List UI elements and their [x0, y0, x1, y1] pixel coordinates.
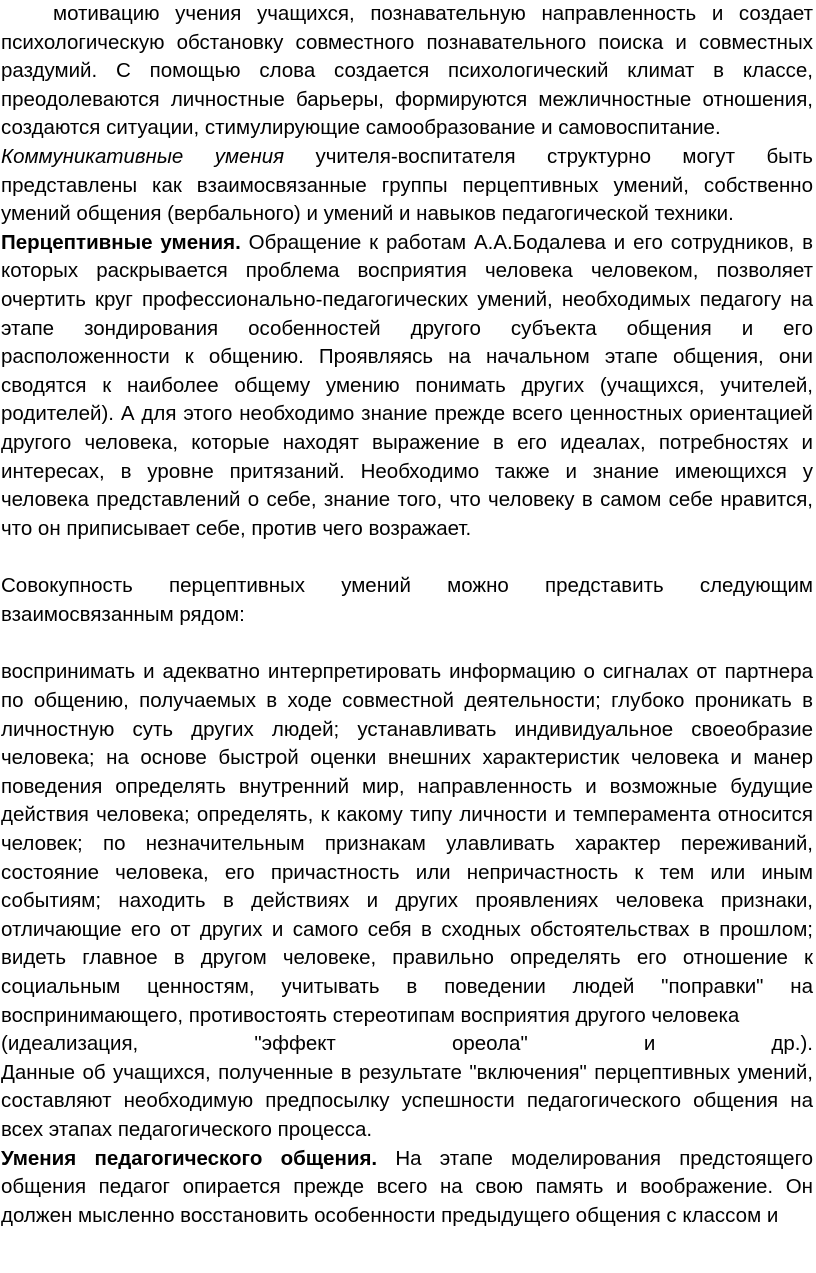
paragraph-perceptive-skills [1, 229, 813, 544]
paragraph-perceptive-skills-text: Обращение к работам А.А.Бодалева и его сотрудников, в которых раскрывается проблема восприятия человека человеком, позволяет очертить круг профессионально-педагогических умений, необходимых педагогу на этапе зондирования особенностей другого субъекта общения и его расположенности к общению. Проявляясь на начальном этапе общения, они сводятся к наиболее общему умению понимать других (учащихся, учителей, родителей). А для этого необходимо знание прежде всего ценностных ориентацией другого человека, которые находят выражение в его идеалах, потребностях и интересах, в уровне притязаний. Необходимо также и знание имеющихся у человека представлений о себе, знание того, что человеку в самом себе нравится, что он приписывает себе, против чего возражает. [1, 230, 813, 540]
paragraph-pedagogical-communication [1, 1145, 813, 1231]
paragraph-communicative-skills-text: учителя-воспитателя структурно могут быть представлены как взаимосвязанные группы перцептивных умений, собственно умений общения (вербального) и умений и навыков педагогической техники. [1, 144, 813, 226]
heading-pedagogical-communication: Умения педагогического общения. [1, 1146, 378, 1170]
term-communicative-skills: Коммуникативные умения [1, 144, 285, 168]
paragraph-idealization-line: (идеализация, "эффект ореола" и др.). [1, 1032, 813, 1056]
paragraph-perceptive-set: Совокупность перцептивных умений можно представить следующим взаимосвязанным рядом: [1, 574, 813, 626]
blank-line [1, 629, 813, 658]
paragraph-perceptive-list: воспринимать и адекватно интерпретировать информацию о сигналах от партнера по общению, получаемых в ходе совместной деятельности; глубоко проникать в личностную суть других людей; устанавливать индивидуальное своеобразие человека; на основе быстрой оценки внешних характеристик человека и манер поведения определять внутренний мир, направленность и возможные будущие действия человека; определять, к какому типу личности и темперамента относится человек; по незначительным признакам улавливать характер переживаний, состояние человека, его причастность или непричастность к тем или иным событиям; находить в действиях и других проявлениях человека признаки, отличающие его от других и самого себя в сходных обстоятельствах в прошлом; видеть главное в другом человеке, правильно определять его отношение к социальным ценностям, учитывать в поведении людей "поправки" на воспринимающего, противостоять стереотипам восприятия другого человека [1, 660, 813, 1027]
blank-line [1, 543, 813, 572]
paragraph-student-data: Данные об учащихся, полученные в результате "включения" перцептивных умений, составляют необходимую предпосылку успешности педагогического общения на всех этапах педагогического процесса. [1, 1060, 813, 1141]
paragraph-communicative-skills [1, 143, 813, 229]
paragraph-motivation: мотивацию учения учащихся, познавательную направленность и создает психологическую обстановку совместного познавательного поиска и совместных раздумий. С помощью слова создается психологический климат в классе, преодолеваются личностные барьеры, формируются межличностные отношения, создаются ситуации, стимулирующие самообразование и самовоспитание. [1, 2, 813, 140]
heading-perceptive-skills: Перцептивные умения. [1, 230, 241, 254]
paragraph-pedagogical-communication-text: На этапе моделирования предстоящего общения педагог опирается прежде всего на свою память и воображение. Он должен мысленно восстановить особенности предыдущего общения с классом и [1, 1146, 813, 1227]
